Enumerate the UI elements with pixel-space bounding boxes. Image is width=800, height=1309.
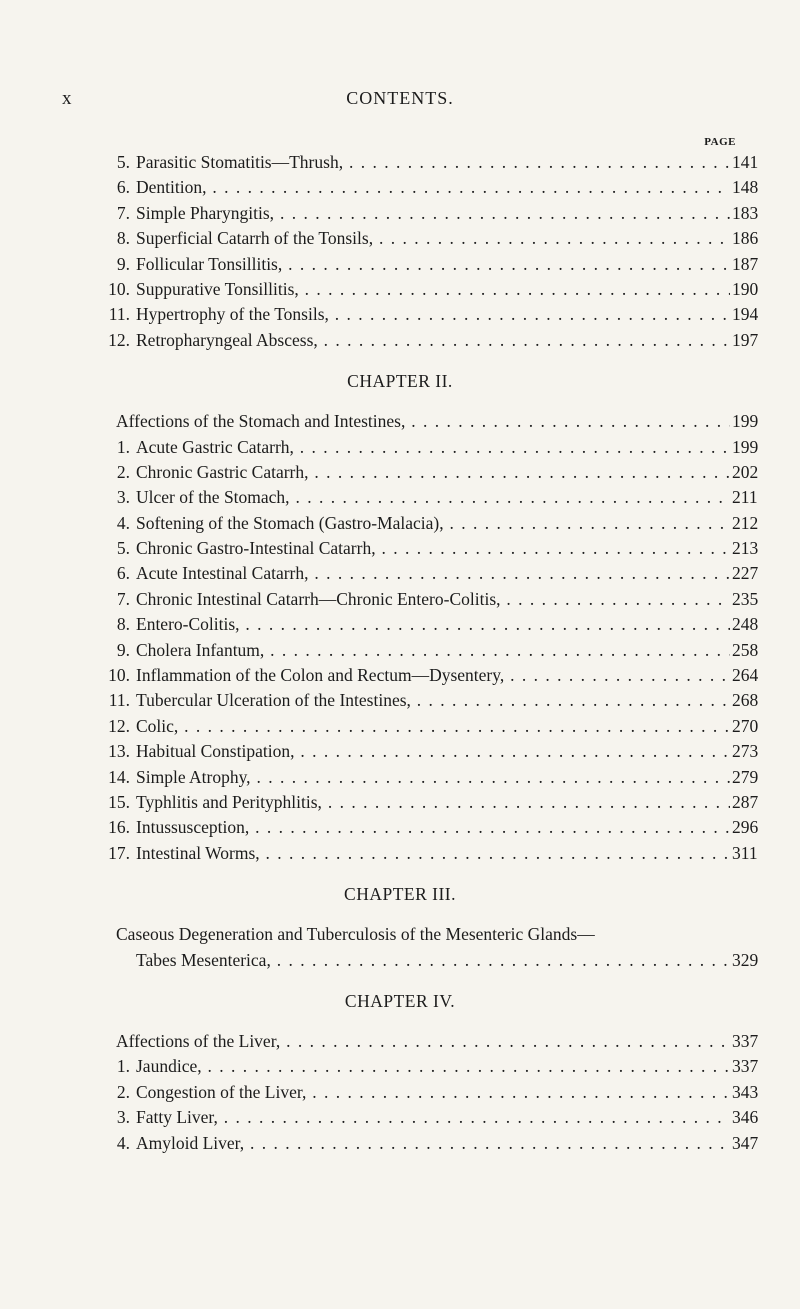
toc-entry [0,688,800,713]
entry-title: Typhlitis and Perityphlitis, . . . [136,790,730,815]
entry-title: Ulcer of the Stomach, . . . [136,485,730,510]
entry-title: Intestinal Worms, . . . [136,841,730,866]
running-header [0,88,800,112]
entry-number: 16. [108,817,130,838]
toc-entry [0,1080,800,1105]
entry-title: Chronic Gastro-Intestinal Catarrh, . . . [136,536,730,561]
entry-page-number: 141 [732,152,759,172]
entry-title: Acute Gastric Catarrh, . . . [136,435,730,460]
entry-number: 6. [116,177,130,198]
entry-title: Tubercular Ulceration of the Intestines, . . . [136,688,730,713]
toc-entry [0,739,800,764]
toc-entry [0,638,800,663]
entry-page-number: 227 [732,563,759,584]
entry-number: 17. [108,842,130,863]
entry-title: Suppurative Tonsillitis, . . . [136,277,730,302]
entry-page-number: 213 [732,538,759,559]
entry-page-number: 183 [732,202,759,223]
toc-entry [0,435,800,460]
toc-entry [0,511,800,536]
entry-page-number: 296 [732,817,759,838]
entry-number: 1. [116,436,130,457]
toc-entry [0,815,800,840]
entry-title: Habitual Constipation, . . . [136,739,730,764]
entry-title: Tabes Mesenterica, . . . [136,948,730,973]
entry-number: 3. [116,487,130,508]
entry-page-number: 186 [732,228,759,249]
entry-title: Simple Atrophy, . . . [136,765,730,790]
toc-entry [0,485,800,510]
entry-number: 2. [116,461,130,482]
entry-page-number: 329 [732,949,759,970]
toc-entry [0,587,800,612]
entry-number: 8. [116,614,130,635]
page-column-label: PAGE [704,136,736,148]
toc-entry [0,948,800,973]
entry-title: Intussusception, . . . [136,815,730,840]
toc-entry [0,663,800,688]
entry-page-number: 268 [732,690,759,711]
entry-title: Congestion of the Liver, . . . [136,1080,730,1105]
entry-page-number: 199 [732,411,759,432]
chapter-heading: CHAPTER III. [344,884,456,905]
entry-title: Fatty Liver, . . . [136,1105,730,1130]
toc-entry [0,277,800,302]
entry-title: Simple Pharyngitis, . . . [136,201,730,226]
entry-title: Superficial Catarrh of the Tonsils, . . . [136,226,730,251]
toc-entry [0,302,800,327]
entry-page-number: 264 [732,665,759,686]
entry-title: Retropharyngeal Abscess, . . . [136,328,730,353]
entry-number: 4. [116,1132,130,1153]
entry-page-number: 212 [732,512,759,533]
entry-page-number: 279 [732,766,759,787]
entry-number: 8. [116,228,130,249]
entry-number: 3. [116,1107,130,1128]
toc-entry [0,536,800,561]
entry-title: Acute Intestinal Catarrh, . . . [136,561,730,586]
entry-number: 9. [116,639,130,660]
entry-number: 11. [108,690,130,711]
entry-page-number: 347 [732,1132,759,1153]
toc-entry [0,409,800,434]
entry-page-number: 187 [732,253,759,274]
entry-number: 1. [116,1056,130,1077]
toc-entry [0,790,800,815]
entry-number: 7. [116,588,130,609]
toc-entry [0,1054,800,1079]
toc-entry [0,765,800,790]
entry-number: 5. [116,538,130,559]
entry-title: Entero-Colitis, . . . [136,612,730,637]
entry-title: Cholera Infantum, . . . [136,638,730,663]
toc-entry [0,460,800,485]
entry-number: 11. [108,304,130,325]
entry-page-number: 197 [732,329,759,350]
toc-entry [0,1131,800,1156]
entry-number: 9. [116,253,130,274]
entry-page-number: 190 [732,278,759,299]
entry-title: Chronic Intestinal Catarrh—Chronic Entero-Colitis, . . . [136,587,730,612]
entry-title: Caseous Degeneration and Tuberculosis of the Mesenteric Glands— [116,924,595,945]
entry-title: Follicular Tonsillitis, . . . [136,252,730,277]
entry-title: Affections of the Liver, . . . [116,1029,730,1054]
toc-entry [0,150,800,175]
entry-page-number: 337 [732,1030,759,1051]
toc-entry [0,226,800,251]
toc-entry [0,1105,800,1130]
entry-title: Affections of the Stomach and Intestines, . . . [116,409,730,434]
entry-page-number: 211 [732,487,758,508]
entry-page-number: 343 [732,1081,759,1102]
entry-number: 2. [116,1081,130,1102]
entry-page-number: 199 [732,436,759,457]
toc-entry [0,252,800,277]
entry-page-number: 235 [732,588,759,609]
entry-number: 12. [108,329,130,350]
entry-number: 13. [108,741,130,762]
toc-entry [0,561,800,586]
entry-number: 10. [108,278,130,299]
entry-title: Parasitic Stomatitis—Thrush, . . . [136,150,730,175]
entry-title: Hypertrophy of the Tonsils, . . . [136,302,730,327]
entry-number: 10. [108,665,130,686]
entry-page-number: 148 [732,177,759,198]
toc-entry [0,714,800,739]
toc-entry [0,328,800,353]
entry-title: Dentition, . . . [136,175,730,200]
entry-page-number: 337 [732,1056,759,1077]
toc-entry [0,175,800,200]
entry-page-number: 346 [732,1107,759,1128]
entry-title: Jaundice, . . . [136,1054,730,1079]
chapter-heading: CHAPTER II. [347,371,453,392]
toc-entry [0,841,800,866]
toc-entry [0,1029,800,1054]
entry-number: 5. [116,152,130,172]
entry-page-number: 258 [732,639,759,660]
entry-title: Inflammation of the Colon and Rectum—Dysentery, . . . [136,663,730,688]
entry-number: 15. [108,791,130,812]
table-of-contents [0,150,800,1156]
entry-number: 4. [116,512,130,533]
toc-entry [0,201,800,226]
entry-page-number: 273 [732,741,759,762]
entry-title: Chronic Gastric Catarrh, . . . [136,460,730,485]
entry-number: 6. [116,563,130,584]
entry-page-number: 287 [732,791,759,812]
entry-number: 14. [108,766,130,787]
toc-entry [0,922,800,947]
entry-number: 12. [108,715,130,736]
entry-title: Softening of the Stomach (Gastro-Malacia), . . . [136,511,730,536]
entry-title: Colic, . . . [136,714,730,739]
entry-number: 7. [116,202,130,223]
entry-title: Amyloid Liver, . . . [136,1131,730,1156]
entry-page-number: 194 [732,304,759,325]
entry-page-number: 202 [732,461,759,482]
folio: x [62,88,72,109]
entry-page-number: 311 [732,842,758,863]
running-title: CONTENTS. [346,88,454,108]
entry-page-number: 248 [732,614,759,635]
toc-entry [0,612,800,637]
entry-page-number: 270 [732,715,759,736]
chapter-heading: CHAPTER IV. [344,990,456,1011]
